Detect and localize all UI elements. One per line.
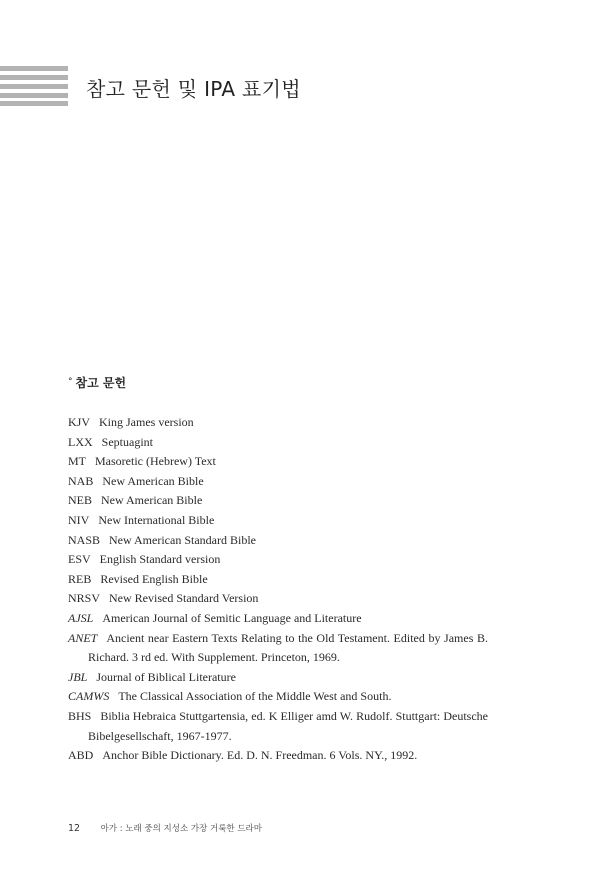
reference-list: [68, 413, 488, 766]
reference-abbr: NAB: [68, 473, 94, 488]
reference-abbr: LXX: [68, 434, 93, 449]
reference-abbr: NASB: [68, 532, 101, 547]
reference-text: New American Standard Bible: [109, 532, 256, 547]
reference-abbr: KJV: [68, 415, 91, 429]
reference-entry: [68, 668, 488, 688]
reference-abbr: REB: [68, 571, 92, 586]
reference-text: New American Bible: [102, 473, 204, 488]
reference-text: New Revised Standard Version: [109, 591, 259, 606]
reference-line: [68, 611, 362, 625]
page-number: 12: [68, 823, 81, 834]
reference-text: New International Bible: [98, 512, 215, 527]
running-title: 아가 : 노래 중의 지성소 가장 거룩한 드라마: [100, 824, 262, 834]
reference-line: [68, 415, 194, 429]
reference-line: [68, 707, 488, 727]
reference-entry: [68, 511, 488, 531]
reference-entry: [68, 531, 488, 551]
reference-abbr: ABD: [68, 748, 94, 763]
reference-entry: [68, 413, 488, 433]
stripe: [0, 93, 68, 98]
reference-entry: [68, 491, 488, 511]
reference-abbr: NIV: [68, 512, 90, 527]
reference-line: [68, 474, 204, 488]
decorative-stripes: [0, 66, 68, 106]
reference-line: [68, 629, 488, 649]
reference-line: [68, 748, 417, 762]
section-heading-text: 참고 문헌: [75, 376, 127, 390]
reference-text: American Journal of Semitic Language and Literature: [102, 610, 362, 625]
section-heading: [68, 374, 126, 391]
reference-text: New American Bible: [101, 493, 203, 508]
reference-abbr: CAMWS: [68, 689, 110, 704]
reference-abbr: AJSL: [68, 610, 94, 625]
reference-abbr: BHS: [68, 708, 92, 723]
reference-line: [68, 513, 214, 527]
reference-line: [68, 454, 216, 468]
reference-line: [68, 591, 258, 605]
reference-text: Revised English Bible: [100, 571, 208, 586]
reference-abbr: MT: [68, 454, 86, 469]
reference-line: [68, 552, 220, 566]
reference-abbr: NRSV: [68, 591, 101, 606]
reference-entry: [68, 550, 488, 570]
reference-line: [68, 572, 208, 586]
reference-entry: [68, 472, 488, 492]
reference-text: Ancient near Eastern Texts Relating to the Old Testament. Edited by James B.: [106, 630, 488, 645]
reference-entry: [68, 687, 488, 707]
reference-continuation: Bibelgesellschaft, 1967-1977.: [88, 728, 232, 743]
reference-abbr: JBL: [68, 669, 88, 684]
bullet-icon: °: [68, 377, 73, 387]
reference-line: [68, 689, 391, 703]
reference-entry: [68, 433, 488, 453]
reference-text: English Standard version: [99, 552, 221, 567]
reference-text: Journal of Biblical Literature: [96, 669, 236, 684]
reference-entry: [68, 707, 488, 746]
reference-abbr: ANET: [68, 630, 98, 645]
reference-abbr: ESV: [68, 552, 91, 567]
reference-abbr: NEB: [68, 493, 92, 508]
reference-text: Septuagint: [101, 434, 153, 449]
reference-text: Masoretic (Hebrew) Text: [95, 454, 216, 469]
page-footer: [68, 822, 262, 834]
reference-line: [68, 533, 256, 547]
reference-line: [68, 435, 153, 449]
reference-continuation: Richard. 3 rd ed. With Supplement. Princeton, 1969.: [88, 650, 340, 665]
stripe: [0, 84, 68, 89]
reference-line: [68, 493, 202, 507]
reference-entry: [68, 746, 488, 766]
stripe: [0, 66, 68, 71]
reference-entry: [68, 609, 488, 629]
chapter-title: 참고 문헌 및 IPA 표기법: [86, 77, 301, 101]
stripe: [0, 101, 68, 106]
reference-text: King James version: [99, 415, 194, 429]
reference-text: Anchor Bible Dictionary. Ed. D. N. Freedman. 6 Vols. NY., 1992.: [102, 748, 418, 763]
reference-entry: [68, 452, 488, 472]
stripe: [0, 75, 68, 80]
reference-text: Biblia Hebraica Stuttgartensia, ed. K Elliger amd W. Rudolf. Stuttgart: Deutsche: [100, 708, 488, 723]
reference-entry: [68, 570, 488, 590]
reference-text: The Classical Association of the Middle West and South.: [118, 689, 392, 704]
reference-entry: [68, 629, 488, 668]
reference-line: [68, 670, 236, 684]
reference-entry: [68, 589, 488, 609]
